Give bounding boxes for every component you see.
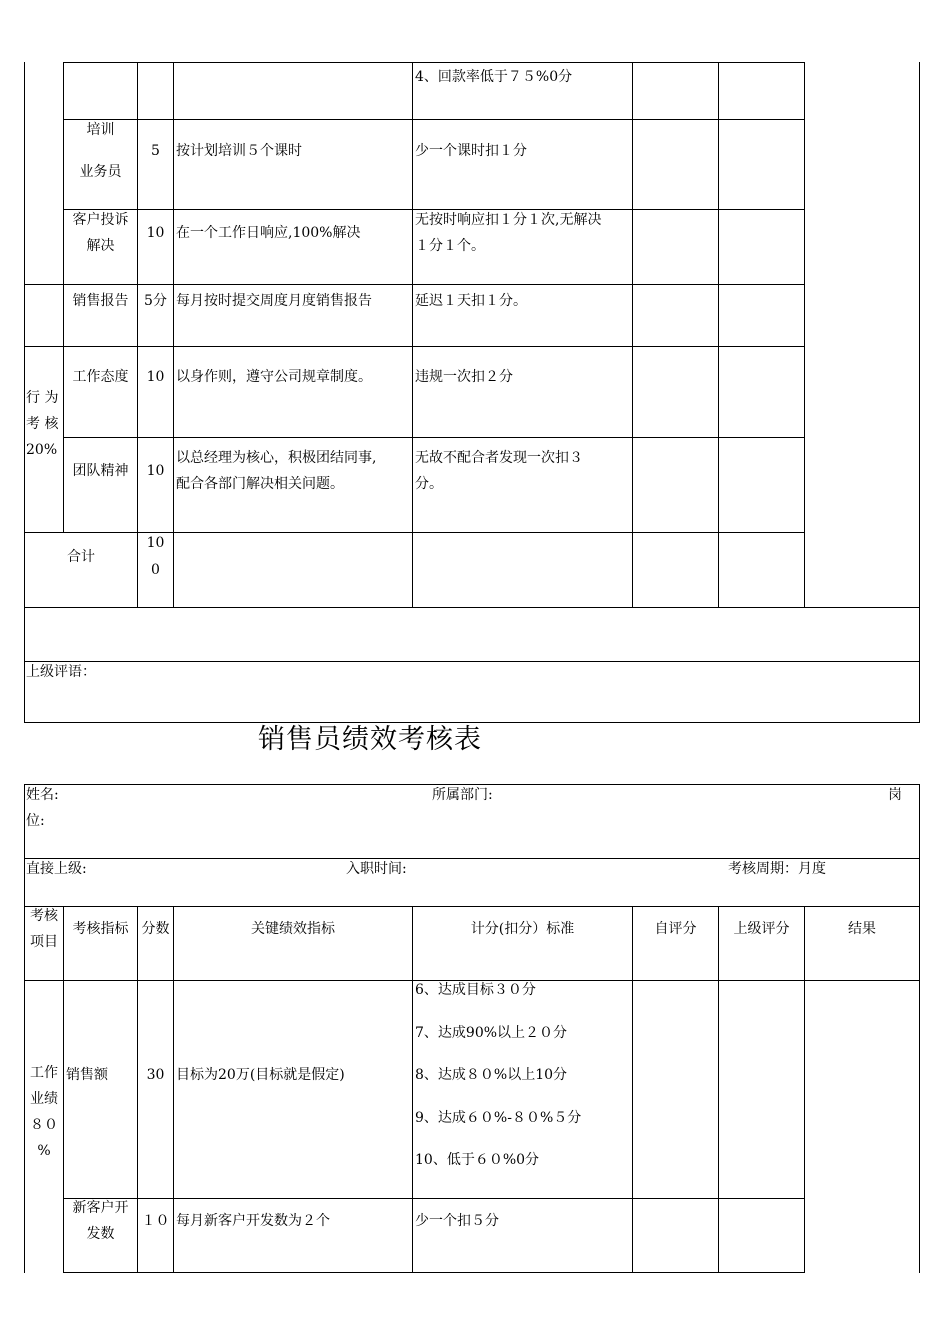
score-newcust: １０ [141,1213,170,1229]
kpi-complaint: 在一个工作日响应,100%解决 [176,225,361,241]
kpi-training: 按计划培训５个课时 [176,143,302,159]
indicator-complaint-l1: 客户投诉 [72,212,129,228]
indicator-newcust-l1: 新客户开 [72,1200,129,1216]
header-indicator: 考核指标 [72,921,129,937]
header-score: 分数 [141,921,170,937]
header-item-l1: 考核 [30,908,58,924]
criterion-report: 延迟１天扣１分。 [415,293,527,309]
criterion-complaint-l1: 无按时响应扣１分１次,无解决 [415,212,602,228]
supervisor-label: 直接上级: [26,861,87,877]
kpi-sales: 目标为20万(目标就是假定) [176,1067,345,1083]
criterion-team-l1: 无故不配合者发现一次扣３ [415,450,583,466]
score-training: 5 [151,143,160,159]
score-attitude: 10 [146,369,165,385]
criterion-team-l2: 分。 [415,476,443,492]
indicator-training-l1: 培训 [86,122,115,138]
indicator-training-l2: 业务员 [79,164,122,180]
criterion-newcust: 少一个扣５分 [415,1213,499,1229]
criterion-huikuan: 4、回款率低于７５%0分 [415,69,573,85]
page-title: 销售员绩效考核表 [258,724,482,755]
header-result: 结果 [848,921,876,937]
kpi-team-l2: 配合各部门解决相关问题。 [176,476,344,492]
kpi-report: 每月按时提交周度月度销售报告 [176,293,372,309]
criterion-sales-2: 7、达成90%以上２０分 [415,1025,568,1041]
post-label-a: 岗 [888,787,902,803]
behavior-group-l1: 行 为 [26,390,59,406]
header-self-score: 自评分 [654,921,697,937]
work-group-l2: 业绩 [30,1091,58,1107]
criterion-sales-5: 10、低于６０%0分 [415,1152,540,1168]
work-group-l3: ８０ [30,1117,58,1133]
dept-label: 所属部门: [432,787,493,803]
work-group-l4: % [37,1143,51,1159]
post-label-b: 位: [26,813,45,829]
criterion-training: 少一个课时扣１分 [415,143,527,159]
kpi-newcust: 每月新客户开发数为２个 [176,1213,330,1229]
behavior-group-l3: 20% [26,442,58,458]
score-team: 10 [146,463,165,479]
total-score-l2: 0 [151,562,160,578]
indicator-newcust-l2: 发数 [86,1226,115,1242]
behavior-group-l2: 考 核 [26,416,59,432]
work-group-l1: 工作 [30,1065,58,1081]
total-score-l1: 10 [146,535,165,551]
supervisor-comment-label: 上级评语： [26,664,96,680]
score-sales: 30 [146,1067,165,1083]
score-report: 5分 [144,293,167,309]
indicator-sales: 销售额 [66,1067,108,1083]
indicator-complaint-l2: 解决 [86,238,115,254]
indicator-report: 销售报告 [72,293,129,309]
score-complaint: 10 [146,225,165,241]
join-date-label: 入职时间: [346,861,407,877]
kpi-team-l1: 以总经理为核心，积极团结同事, [176,450,377,466]
header-criteria: 计分(扣分）标准 [470,921,575,937]
indicator-attitude: 工作态度 [72,369,129,385]
total-label: 合计 [67,549,95,565]
criterion-sales-4: 9、达成６０%-８０%５分 [415,1110,582,1126]
period-label: 考核周期：月度 [728,861,826,877]
indicator-team: 团队精神 [72,463,129,479]
criterion-complaint-l2: １分１个。 [415,238,485,254]
criterion-attitude: 违规一次扣２分 [415,369,513,385]
criterion-sales-3: 8、达成８０%以上10分 [415,1067,568,1083]
header-item-l2: 项目 [30,934,58,950]
header-supervisor-score: 上级评分 [733,921,790,937]
name-label: 姓名: [26,787,59,803]
kpi-attitude: 以身作则，遵守公司规章制度。 [176,369,372,385]
header-kpi: 关键绩效指标 [251,921,335,937]
criterion-sales-1: 6、达成目标３０分 [415,982,536,998]
